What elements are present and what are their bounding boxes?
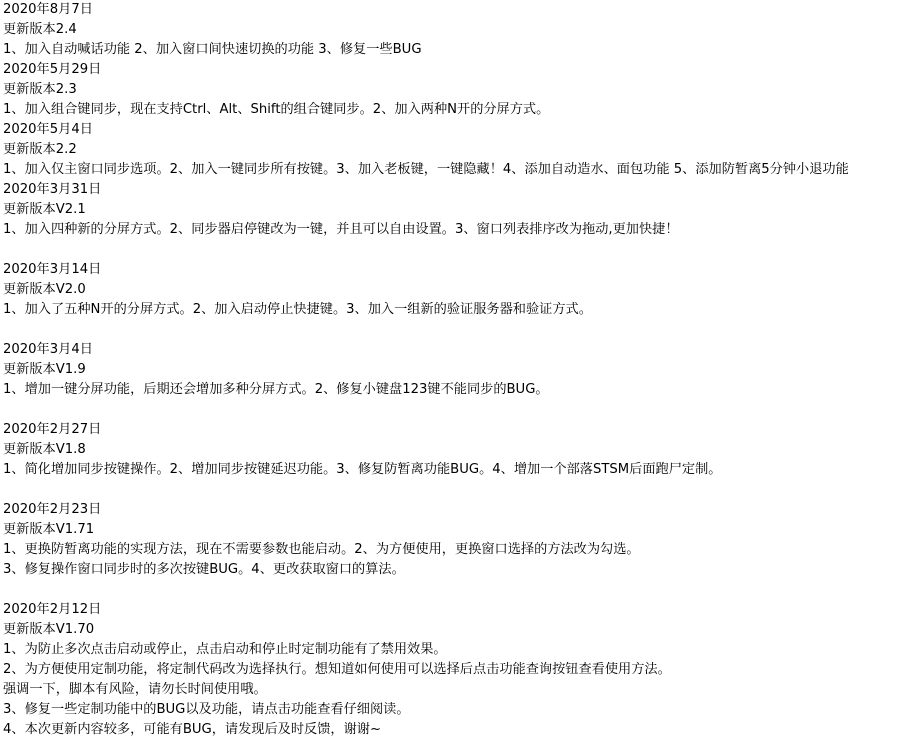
blank-line [3,480,898,500]
entry-change-line: 强调一下，脚本有风险，请勿长时间使用哦。 [3,682,267,697]
entry-change-line: 2、为方便使用定制功能，将定制代码改为选择执行。想知道如何使用可以选择后点击功能查询按钮查看使用方法。 [3,662,671,677]
entry-version: 更新版本V1.9 [3,362,86,377]
entry-change-line: 1、加入仅主窗口同步选项。2、加入一键同步所有按键。3、加入老板键，一键隐藏！4、添加自动造水、面包功能 5、添加防暂离5分钟小退功能 [3,162,849,177]
blank-line [3,320,898,340]
entry-date: 2020年2月23日 [3,502,102,517]
changelog-entry [3,180,898,240]
entry-change-line: 1、简化增加同步按键操作。2、增加同步按键延迟功能。3、修复防暂离功能BUG。4、增加一个部落STSM后面跑尸定制。 [3,462,722,477]
entry-version: 更新版本2.4 [3,22,77,37]
entry-change-line: 1、加入组合键同步，现在支持Ctrl、Alt、Shift的组合键同步。2、加入两种N开的分屏方式。 [3,102,550,117]
entry-change-line: 1、加入四种新的分屏方式。2、同步器启停键改为一键，并且可以自由设置。3、窗口列表排序改为拖动,更加快捷！ [3,222,679,237]
entry-version: 更新版本V1.70 [3,622,95,637]
entry-change-line: 1、更换防暂离功能的实现方法，现在不需要参数也能启动。2、为方便使用，更换窗口选择的方法改为勾选。 [3,542,640,557]
entry-date: 2020年5月4日 [3,122,93,137]
entry-version: 更新版本V2.0 [3,282,86,297]
entry-date: 2020年2月12日 [3,602,102,617]
blank-line [3,400,898,420]
entry-date: 2020年3月31日 [3,182,102,197]
entry-date: 2020年2月27日 [3,422,102,437]
entry-version: 更新版本2.3 [3,82,77,97]
entry-change-line: 1、加入了五种N开的分屏方式。2、加入启动停止快捷键。3、加入一组新的验证服务器和验证方式。 [3,302,592,317]
entry-version: 更新版本2.2 [3,142,77,157]
entry-version: 更新版本V2.1 [3,202,86,217]
entry-date: 2020年3月14日 [3,262,102,277]
blank-line [3,240,898,260]
entry-change-line: 1、加入自动喊话功能 2、加入窗口间快速切换的功能 3、修复一些BUG [3,42,422,57]
entry-version: 更新版本V1.8 [3,442,86,457]
changelog-entry [3,600,898,740]
entry-change-line: 1、增加一键分屏功能，后期还会增加多种分屏方式。2、修复小键盘123键不能同步的BUG。 [3,382,549,397]
changelog-entry [3,0,898,60]
entry-change-line: 3、修复一些定制功能中的BUG以及功能，请点击功能查看仔细阅读。 [3,702,410,717]
blank-line [3,580,898,600]
changelog-entry [3,60,898,120]
entry-change-line: 4、本次更新内容较多，可能有BUG，请发现后及时反馈，谢谢~ [3,722,382,737]
changelog-entry [3,420,898,480]
changelog-entry [3,340,898,400]
entry-version: 更新版本V1.71 [3,522,95,537]
changelog-entry [3,260,898,320]
entry-change-line: 3、修复操作窗口同步时的多次按键BUG。4、更改获取窗口的算法。 [3,562,405,577]
entry-date: 2020年3月4日 [3,342,93,357]
changelog-text [3,0,898,740]
entry-date: 2020年5月29日 [3,62,102,77]
entry-change-line: 1、为防止多次点击启动或停止，点击启动和停止时定制功能有了禁用效果。 [3,642,447,657]
changelog-entry [3,500,898,580]
changelog-entry [3,120,898,180]
entry-date: 2020年8月7日 [3,2,93,17]
